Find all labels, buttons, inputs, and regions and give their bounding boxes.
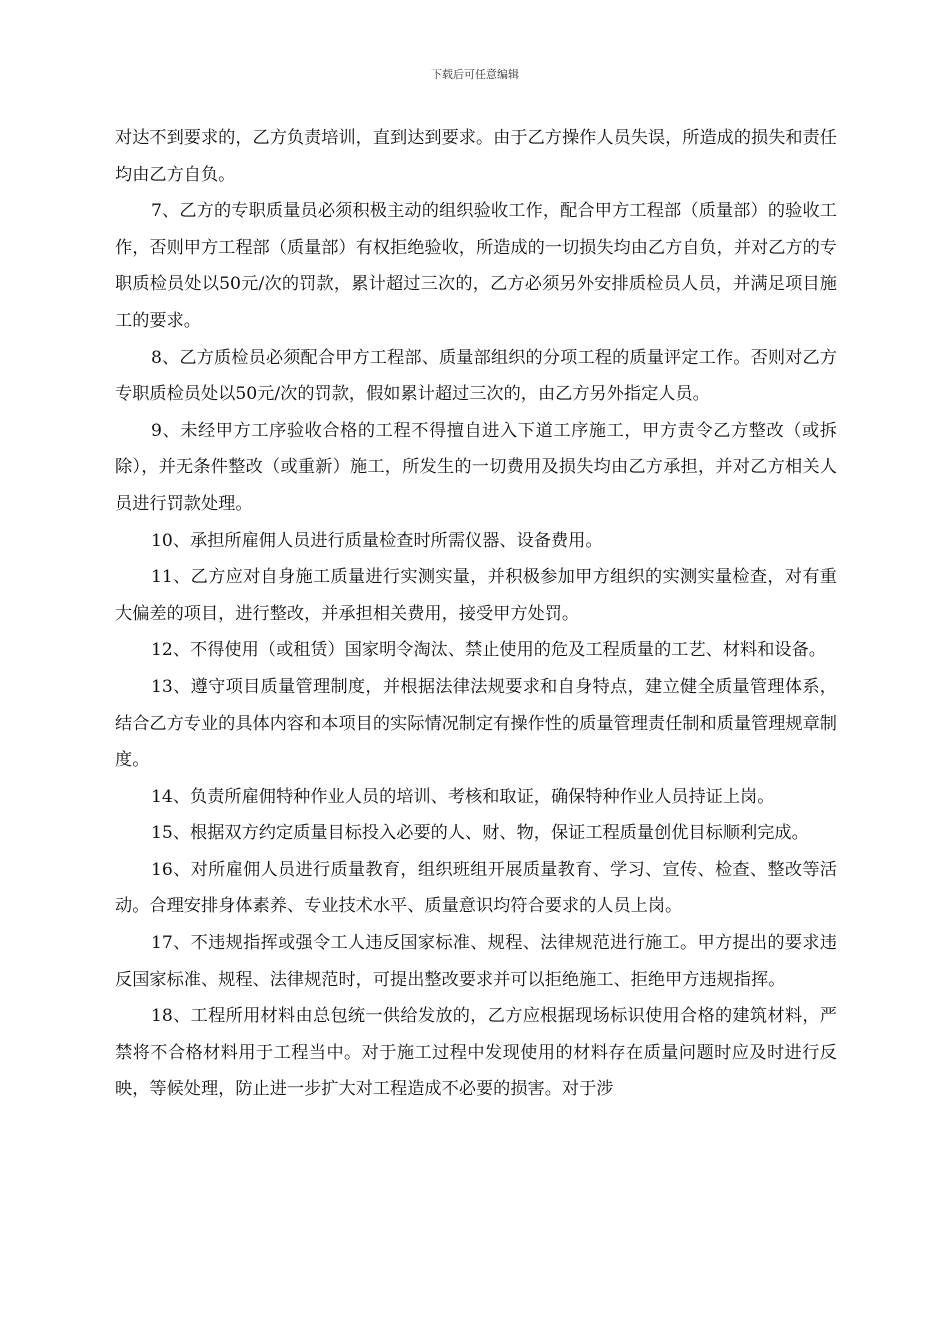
paragraph: 13、遵守项目质量管理制度，并根据法律法规要求和自身特点，建立健全质量管理体系，结合乙方专业的具体内容和本项目的实际情况制定有操作性的质量管理责任制和质量管理规章制度。 bbox=[115, 676, 837, 771]
paragraph: 12、不得使用（或租赁）国家明令淘汰、禁止使用的危及工程质量的工艺、材料和设备。 bbox=[151, 640, 826, 661]
paragraph: 16、对所雇佣人员进行质量教育，组织班组开展质量教育、学习、宣传、检查、整改等活动。合理安排身体素养、专业技术水平、质量意识均符合要求的人员上岗。 bbox=[115, 859, 837, 917]
paragraph: 14、负责所雇佣特种作业人员的培训、考核和取证，确保特种作业人员持证上岗。 bbox=[151, 786, 775, 807]
paragraph: 18、工程所用材料由总包统一供给发放的，乙方应根据现场标识使用合格的建筑材料，严禁将不合格材料用于工程当中。对于施工过程中发现使用的材料存在质量问题时应及时进行反映，等候处理，防止进一步扩大对工程造成不必要的损害。对于涉 bbox=[115, 1006, 837, 1100]
paragraph: 9、未经甲方工序验收合格的工程不得擅自进入下道工序施工，甲方责令乙方整改（或拆除），并无条件整改（或重新）施工，所发生的一切费用及损失均由乙方承担，并对乙方相关人员进行罚款处理。 bbox=[115, 420, 837, 514]
paragraph: 15、根据双方约定质量目标投入必要的人、财、物，保证工程质量创优目标顺利完成。 bbox=[151, 823, 809, 844]
paragraph: 10、承担所雇佣人员进行质量检查时所需仪器、设备费用。 bbox=[151, 530, 603, 551]
document-body bbox=[115, 120, 837, 1108]
page-header: 下载后可任意编辑 bbox=[431, 68, 519, 81]
paragraph: 11、乙方应对自身施工质量进行实测实量，并积极参加甲方组织的实测实量检查，对有重大偏差的项目，进行整改，并承担相关费用，接受甲方处罚。 bbox=[115, 567, 837, 624]
paragraph: 17、不违规指挥或强令工人违反国家标准、规程、法律规范进行施工。甲方提出的要求违反国家标准、规程、法律规范时，可提出整改要求并可以拒绝施工、拒绝甲方违规指挥。 bbox=[115, 933, 837, 990]
paragraph: 8、乙方质检员必须配合甲方工程部、质量部组织的分项工程的质量评定工作。否则对乙方专职质检员处以50元/次的罚款，假如累计超过三次的，由乙方另外指定人员。 bbox=[115, 347, 837, 405]
paragraph: 7、乙方的专职质量员必须积极主动的组织验收工作，配合甲方工程部（质量部）的验收工作，否则甲方工程部（质量部）有权拒绝验收，所造成的一切损失均由乙方自负，并对乙方的专职质检员处以50元/次的罚款，累计超过三次的，乙方必须另外安排质检员人员，并满足项目施工的要求。 bbox=[115, 201, 837, 331]
paragraph: 对达不到要求的，乙方负责培训，直到达到要求。由于乙方操作人员失误，所造成的损失和责任均由乙方自负。 bbox=[115, 128, 837, 185]
